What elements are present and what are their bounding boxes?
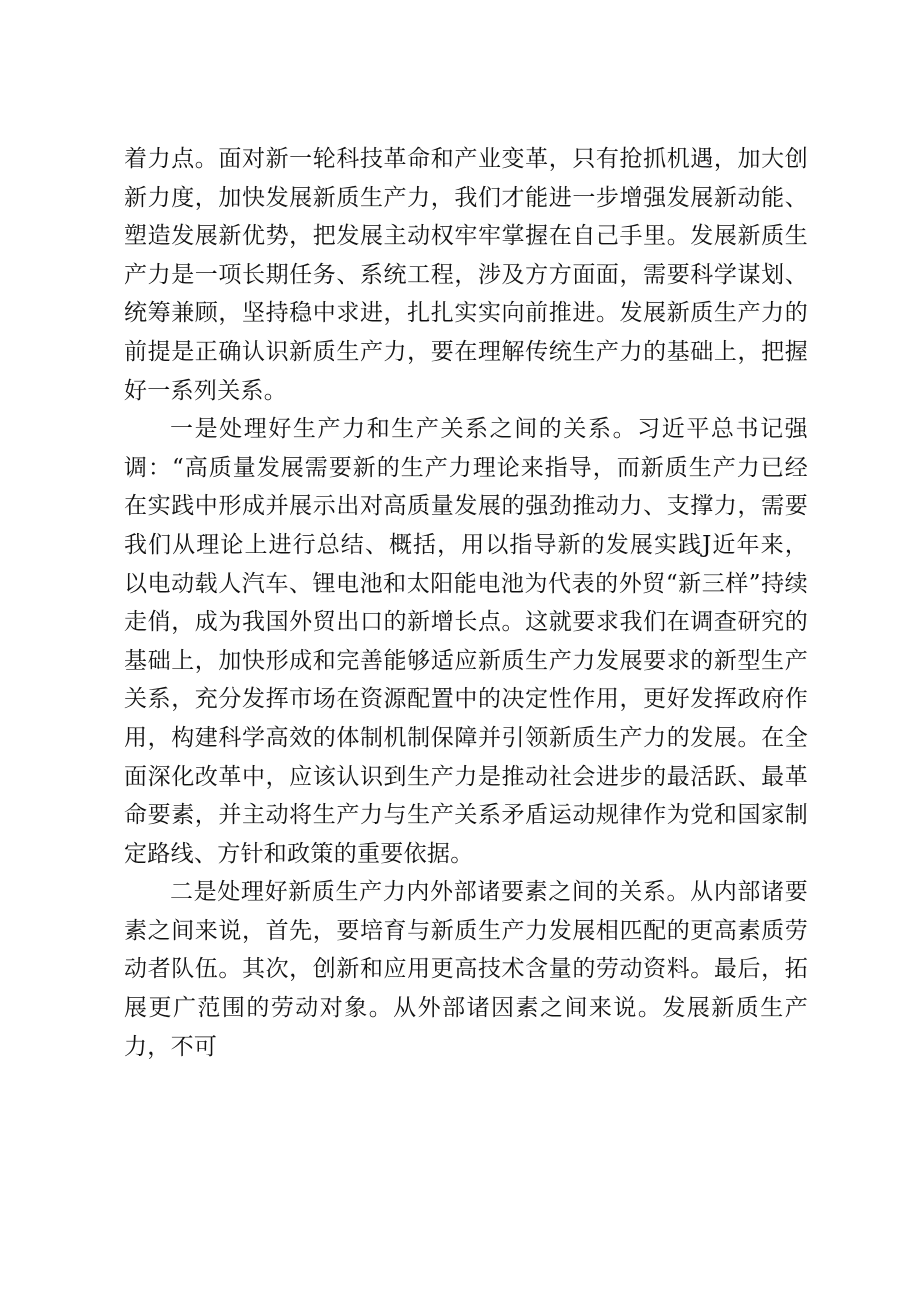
paragraph-continuation: 着力点。面对新一轮科技革命和产业变革，只有抢抓机遇，加大创新力度，加快发展新质生产力，我们才能进一步增强发展新动能、塑造发展新优势，把发展主动权牢牢掌握在自己手里。发展新质生产力是一项长期任务、系统工程，涉及方方面面，需要科学谋划、统筹兼顾，坚持稳中求进，扎扎实实向前推进。发展新质生产力的前提是正确认识新质生产力，要在理解传统生产力的基础上，把握好一系列关系。 (124, 146, 808, 404)
document-body (124, 140, 808, 1066)
paragraph-point-one: 一是处理好生产力和生产关系之间的关系。习近平总书记强调：“高质量发展需要新的生产力理论来指导，而新质生产力已经在实践中形成并展示出对高质量发展的强劲推动力、支撑力，需要我们从理论上进行总结、概括，用以指导新的发展实践J近年来，以电动载人汽车、锂电池和太阳能电池为代表的外贸“新三样”持续走俏，成为我国外贸出口的新增长点。这就要求我们在调查研究的基础上，加快形成和完善能够适应新质生产力发展要求的新型生产关系，充分发挥市场在资源配置中的决定性作用，更好发挥政府作用，构建科学高效的体制机制保障并引领新质生产力的发展。在全面深化改革中，应该认识到生产力是推动社会进步的最活跃、最革命要素，并主动将生产力与生产关系矛盾运动规律作为党和国家制定路线、方针和政策的重要依据。 (124, 416, 808, 867)
paragraph-point-two: 二是处理好新质生产力内外部诸要素之间的关系。从内部诸要素之间来说，首先，要培育与新质生产力发展相匹配的更高素质劳动者队伍。其次，创新和应用更高技术含量的劳动资料。最后，拓展更广范围的劳动对象。从外部诸因素之间来说。发展新质生产力，不可 (124, 879, 808, 1060)
